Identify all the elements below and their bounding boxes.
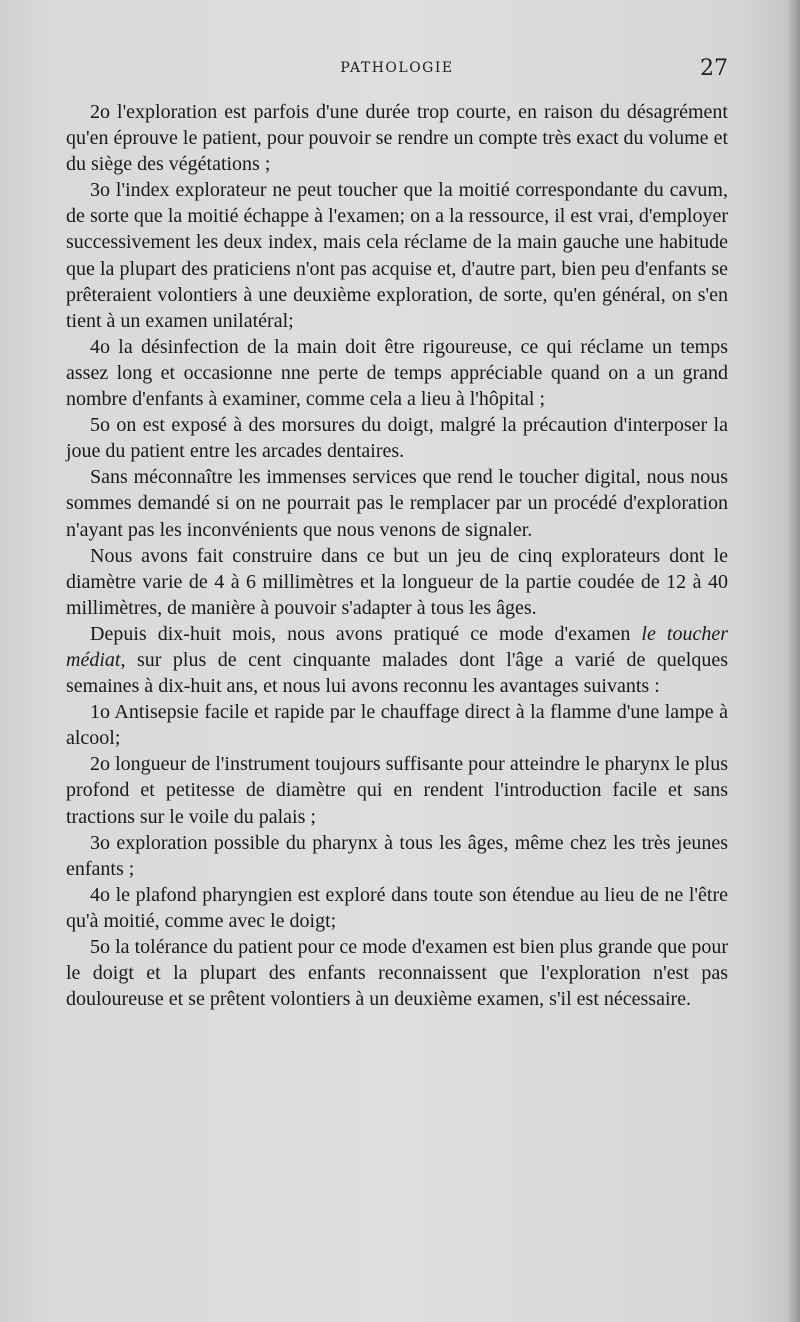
paragraph: 5o on est exposé à des morsures du doigt, malgré la précaution d'interposer la joue du patient entre les arcades dentaires. (66, 414, 728, 463)
paragraph (66, 621, 728, 699)
text-body (66, 99, 728, 1012)
paragraph-text: Depuis dix-huit mois, nous avons pratiqué ce mode d'examen (90, 622, 642, 645)
paragraph: 2o longueur de l'instrument toujours suffisante pour atteindre le pharynx le plus profond et petitesse de diamètre qui en rendent l'introduction facile et sans tractions sur le voile du palais ; (66, 753, 728, 828)
running-head (66, 56, 728, 86)
page-number: 27 (700, 56, 728, 81)
paragraph: 4o la désinfection de la main doit être rigoureuse, ce qui réclame un temps assez long et occasionne nne perte de temps appréciable quand on a un grand nombre d'enfants à examiner, comme cela a lieu à l'hôpital ; (66, 335, 728, 411)
paragraph: 1o Antisepsie facile et rapide par le chauffage direct à la flamme d'une lampe à alcool; (66, 701, 728, 750)
paragraph: Sans méconnaître les immenses services que rend le toucher digital, nous nous sommes demandé si on ne pourrait pas le remplacer par un procédé d'exploration n'ayant pas les inconvénients que nous venons de signaler. (66, 466, 728, 541)
paragraph: 2o l'exploration est parfois d'une durée trop courte, en raison du désagrément qu'en éprouve le patient, pour pouvoir se rendre un compte très exact du volume et du siège des végétations ; (66, 101, 728, 176)
paragraph: 4o le plafond pharyngien est exploré dans toute son étendue au lieu de ne l'être qu'à moitié, comme avec le doigt; (66, 883, 728, 932)
italic-term: le toucher médiat (66, 622, 728, 671)
paragraph: 3o l'index explorateur ne peut toucher que la moitié correspondante du cavum, de sorte que la moitié échappe à l'examen; on a la ressource, il est vrai, d'employer successivement les deux index, mais cela réclame de la main gauche une habitude que la plupart des praticiens n'ont pas acquise et, d'autre part, bien peu d'enfants se prêteraient volontiers à une deuxième exploration, de sorte, qu'en général, on s'en tient à un examen unilatéral; (66, 179, 728, 332)
paragraph-text: , sur plus de cent cinquante malades dont l'âge a varié de quelques semaines à dix-huit ans, et nous lui avons reconnu les avantages suivants : (66, 648, 728, 698)
paragraph: 3o exploration possible du pharynx à tous les âges, même chez les très jeunes enfants ; (66, 831, 728, 880)
running-title: PATHOLOGIE (340, 60, 454, 76)
paragraph: 5o la tolérance du patient pour ce mode d'examen est bien plus grande que pour le doigt et la plupart des enfants reconnaissent que l'exploration n'est pas douloureuse et se prêtent volontiers à un deuxième examen, s'il est nécessaire. (66, 936, 728, 1011)
paragraph: Nous avons fait construire dans ce but un jeu de cinq explorateurs dont le diamètre varie de 4 à 6 millimètres et la longueur de la partie coudée de 12 à 40 millimètres, de manière à pouvoir s'adapter à tous les âges. (66, 544, 728, 619)
